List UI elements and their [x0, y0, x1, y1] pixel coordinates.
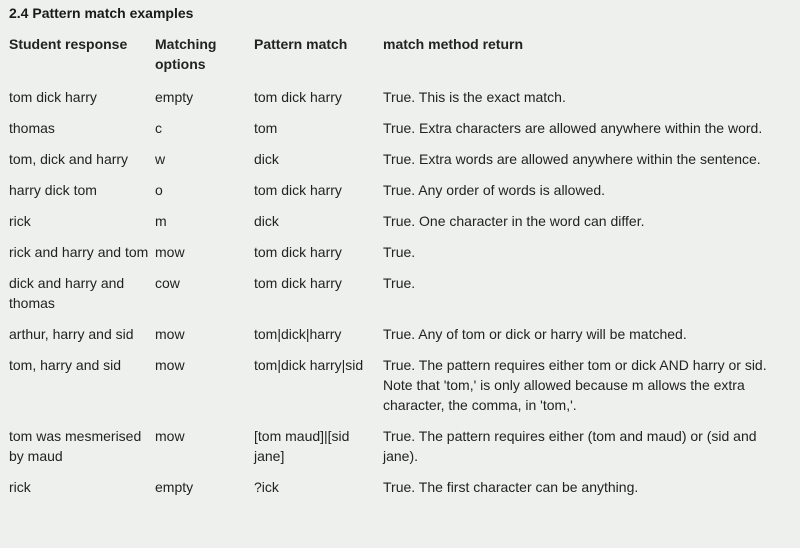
match-return-cell: True. Extra characters are allowed anywhere within the word.: [383, 120, 763, 136]
match-return-cell: True. This is the exact match.: [383, 89, 566, 105]
pattern-match-cell: tom|dick|harry: [254, 326, 342, 342]
pattern-match-cell: tom dick harry: [254, 89, 342, 105]
student-response-cell: arthur, harry and sid: [9, 326, 134, 342]
matching-options-cell: m: [155, 213, 167, 229]
pattern-match-cell: tom|dick harry|sid: [254, 357, 364, 373]
match-return-cell: True. The pattern requires either (tom and maud) or (sid and jane).: [383, 428, 757, 464]
header-match-method-return: match method return: [383, 36, 524, 52]
match-return-cell: True. The first character can be anything.: [383, 479, 639, 495]
pattern-match-cell: [tom maud]|[sid jane]: [254, 428, 350, 464]
header-matching-options: Matching options: [155, 36, 217, 72]
table-row: [9, 118, 793, 149]
match-return-cell: True. Any of tom or dick or harry will be matched.: [383, 326, 687, 342]
student-response-cell: tom, dick and harry: [9, 151, 129, 167]
pattern-match-cell: tom dick harry: [254, 244, 342, 260]
student-response-cell: thomas: [9, 120, 55, 136]
matching-options-cell: c: [155, 120, 162, 136]
matching-options-cell: mow: [155, 326, 185, 342]
section-title: 2.4 Pattern match examples: [9, 5, 194, 21]
table-row: [9, 149, 793, 180]
student-response-cell: harry dick tom: [9, 182, 97, 198]
matching-options-cell: empty: [155, 479, 194, 495]
match-return-cell: True. The pattern requires either tom or dick AND harry or sid. Note that 'tom,' is only allowed because m allows the extra character, the comma, in 'tom,'.: [383, 357, 767, 413]
table-header-row: [9, 34, 793, 87]
pattern-match-cell: tom dick harry: [254, 275, 342, 291]
student-response-cell: rick: [9, 213, 31, 229]
student-response-cell: dick and harry and thomas: [9, 275, 125, 311]
table-row: [9, 426, 793, 477]
table-row: [9, 477, 793, 508]
match-return-cell: True. One character in the word can differ.: [383, 213, 645, 229]
pattern-match-cell: dick: [254, 151, 279, 167]
match-return-cell: True. Any order of words is allowed.: [383, 182, 606, 198]
student-response-cell: tom, harry and sid: [9, 357, 122, 373]
student-response-cell: rick: [9, 479, 31, 495]
table-row: [9, 180, 793, 211]
matching-options-cell: mow: [155, 357, 185, 373]
match-return-cell: True.: [383, 244, 416, 260]
matching-options-cell: mow: [155, 428, 185, 444]
pattern-match-cell: dick: [254, 213, 279, 229]
match-return-cell: True. Extra words are allowed anywhere within the sentence.: [383, 151, 761, 167]
pattern-match-table: [9, 34, 793, 508]
matching-options-cell: cow: [155, 275, 180, 291]
student-response-cell: tom dick harry: [9, 89, 97, 105]
student-response-cell: tom was mesmerised by maud: [9, 428, 142, 464]
match-return-cell: True.: [383, 275, 416, 291]
table-row: [9, 324, 793, 355]
matching-options-cell: mow: [155, 244, 185, 260]
matching-options-cell: o: [155, 182, 163, 198]
header-student-response: Student response: [9, 36, 128, 52]
pattern-match-cell: tom dick harry: [254, 182, 342, 198]
student-response-cell: rick and harry and tom: [9, 244, 149, 260]
matching-options-cell: w: [155, 151, 166, 167]
table-row: [9, 273, 793, 324]
pattern-match-cell: ?ick: [254, 479, 279, 495]
matching-options-cell: empty: [155, 89, 194, 105]
header-pattern-match: Pattern match: [254, 36, 348, 52]
table-row: [9, 87, 793, 118]
table-row: [9, 242, 793, 273]
pattern-match-cell: tom: [254, 120, 278, 136]
table-row: [9, 211, 793, 242]
table-row: [9, 355, 793, 426]
